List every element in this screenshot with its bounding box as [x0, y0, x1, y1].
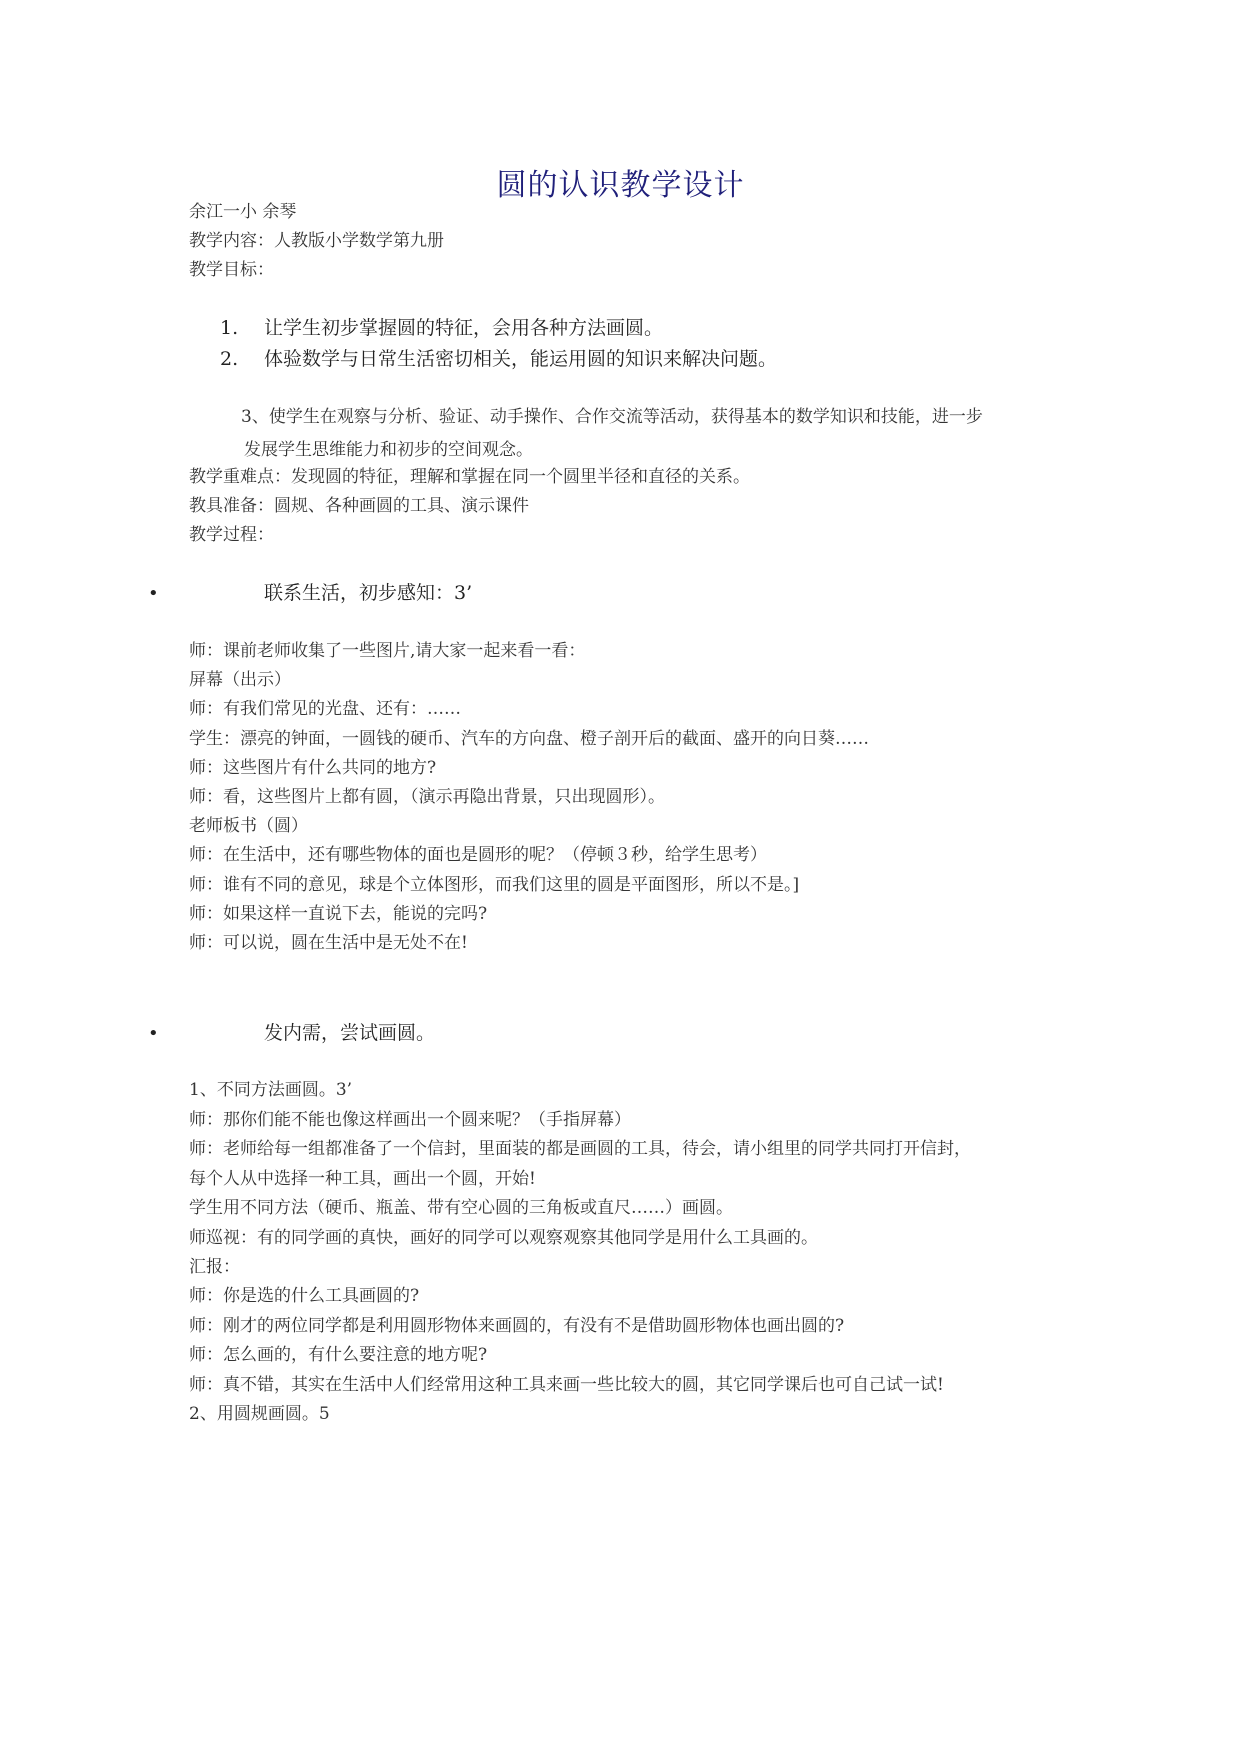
document-title: 圆的认识教学设计 — [496, 168, 745, 203]
section-2-line: 师：你是选的什么工具画圆的? — [189, 1286, 420, 1306]
section-2-line: 师：真不错，其实在生活中人们经常用这种工具来画一些比较大的圆，其它同学课后也可自己试一试! — [189, 1375, 944, 1395]
objective-item-3 — [241, 401, 1064, 467]
objectives-label: 教学目标： — [189, 260, 274, 280]
objective-item-1 — [220, 315, 663, 341]
section-1-line: 老师板书（圆） — [189, 816, 308, 836]
section-2-line: 师：那你们能不能也像这样画出一个圆来呢？（手指屏幕） — [189, 1110, 631, 1130]
process-label: 教学过程： — [189, 525, 274, 545]
section-1-line: 师：课前老师收集了一些图片,请大家一起来看一看： — [189, 641, 586, 661]
section-1-line: 师：如果这样一直说下去，能说的完吗? — [189, 904, 488, 924]
objective-3-line-1: 3、使学生在观察与分析、验证、动手操作、合作交流等活动，获得基本的数学知识和技能，进一步 — [241, 407, 983, 427]
section-1-line: 师：可以说，圆在生活中是无处不在! — [189, 933, 468, 953]
section-1-heading — [148, 580, 472, 607]
section-2-line: 师：怎么画的，有什么要注意的地方呢? — [189, 1345, 488, 1365]
objective-number: 1. — [220, 317, 239, 339]
section-2-line: 2、用圆规画圆。5 — [189, 1404, 330, 1424]
bullet-icon: • — [148, 1023, 159, 1044]
section-2-line: 每个人从中选择一种工具，画出一个圆，开始! — [189, 1169, 536, 1189]
bullet-icon: • — [148, 583, 159, 604]
content-line: 教学内容：人教版小学数学第九册 — [189, 231, 444, 251]
key-points-line: 教学重难点：发现圆的特征，理解和掌握在同一个圆里半径和直径的关系。 — [189, 467, 750, 487]
objective-text: 体验数学与日常生活密切相关，能运用圆的知识来解决问题。 — [264, 348, 778, 370]
section-1-line: 屏幕（出示） — [189, 670, 291, 690]
section-1-line: 师：看，这些图片上都有圆，（演示再隐出背景，只出现圆形）。 — [189, 787, 665, 807]
author-line: 余江一小 余琴 — [189, 202, 297, 222]
objective-text: 让学生初步掌握圆的特征，会用各种方法画圆。 — [264, 317, 664, 339]
objective-3-line-2: 发展学生思维能力和初步的空间观念。 — [244, 440, 533, 460]
section-2-line: 汇报： — [189, 1257, 240, 1277]
section-1-line: 师：谁有不同的意见，球是个立体图形，而我们这里的圆是平面图形，所以不是。] — [189, 875, 800, 895]
section-2-line: 1、不同方法画圆。3’ — [189, 1080, 353, 1100]
objective-item-2 — [220, 346, 777, 372]
section-2-heading — [148, 1020, 435, 1047]
section-2-line: 师：老师给每一组都准备了一个信封，里面装的都是画圆的工具，待会，请小组里的同学共同打开信封， — [189, 1139, 971, 1159]
section-1-line: 师：这些图片有什么共同的地方? — [189, 758, 437, 778]
section-2-line: 师巡视：有的同学画的真快，画好的同学可以观察观察其他同学是用什么工具画的。 — [189, 1228, 818, 1248]
materials-line: 教具准备：圆规、各种画圆的工具、演示课件 — [189, 496, 529, 516]
section-2-line: 学生用不同方法（硬币、瓶盖、带有空心圆的三角板或直尺……）画圆。 — [189, 1198, 733, 1218]
section-heading-text: 联系生活，初步感知：3’ — [264, 582, 473, 604]
objective-number: 2. — [220, 348, 239, 370]
section-1-line: 学生：漂亮的钟面，一圆钱的硬币、汽车的方向盘、橙子剖开后的截面、盛开的向日葵…… — [189, 729, 869, 749]
section-1-line: 师：有我们常见的光盘、还有：…… — [189, 699, 461, 719]
section-2-line: 师：刚才的两位同学都是利用圆形物体来画圆的，有没有不是借助圆形物体也画出圆的? — [189, 1316, 845, 1336]
section-1-line: 师：在生活中，还有哪些物体的面也是圆形的呢？（停顿３秒，给学生思考） — [189, 845, 767, 865]
section-heading-text: 发内需，尝试画圆。 — [264, 1022, 436, 1044]
